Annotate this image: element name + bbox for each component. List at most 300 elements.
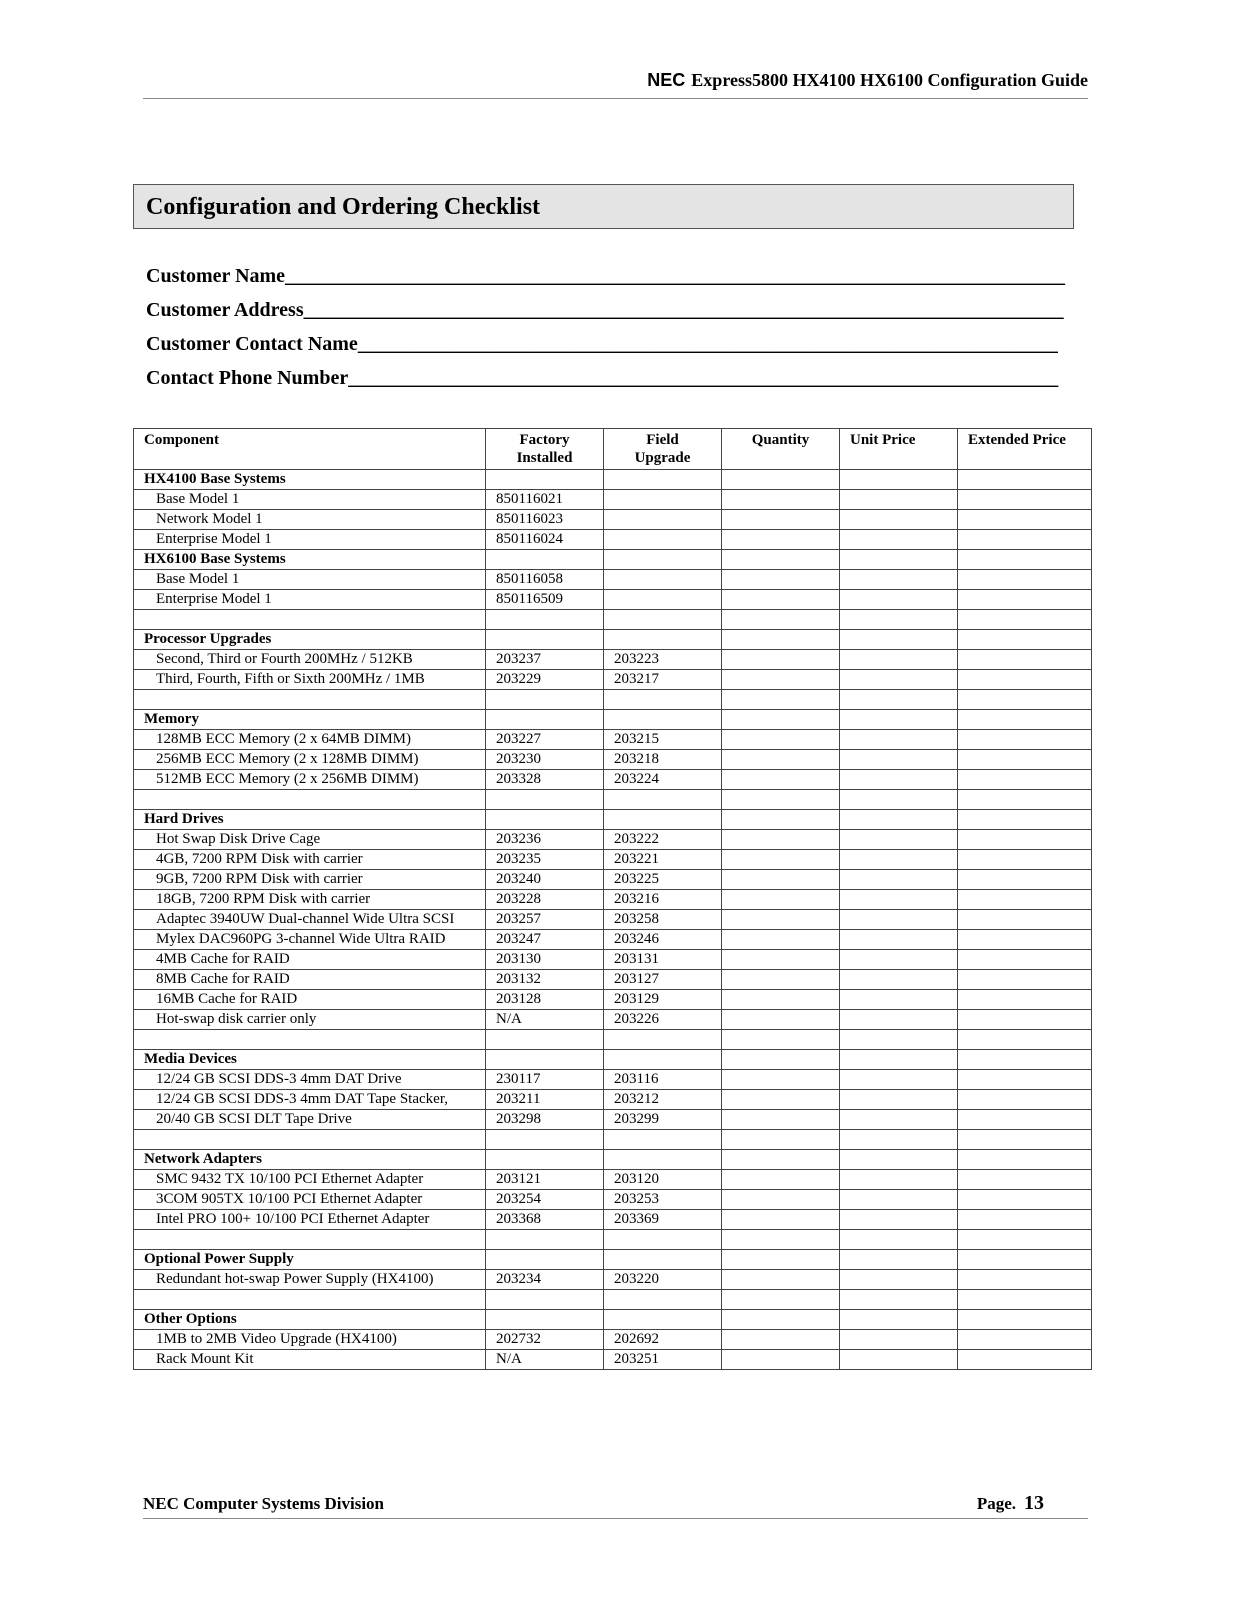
section-label: Media Devices: [134, 1050, 486, 1070]
table-row: [134, 1090, 1092, 1110]
factory-installed-cell: 203247: [486, 930, 604, 950]
unit-price-cell[interactable]: [840, 1010, 958, 1030]
component-cell: Hot-swap disk carrier only: [134, 1010, 486, 1030]
extended-price-cell[interactable]: [958, 990, 1092, 1010]
section-row: [134, 1150, 1092, 1170]
empty-cell: [958, 1250, 1092, 1270]
table-row: [134, 910, 1092, 930]
col-header-factory-installed: [486, 429, 604, 470]
field-upgrade-cell: 203221: [604, 850, 722, 870]
section-row: [134, 1310, 1092, 1330]
component-cell: Third, Fourth, Fifth or Sixth 200MHz / 1MB: [134, 670, 486, 690]
footer-division: NEC Computer Systems Division: [143, 1494, 385, 1513]
empty-cell: [840, 610, 958, 630]
table-row: [134, 770, 1092, 790]
unit-price-cell[interactable]: [840, 730, 958, 750]
section-label: Memory: [134, 710, 486, 730]
empty-cell: [134, 610, 486, 630]
extended-price-cell[interactable]: [958, 530, 1092, 550]
table-row: [134, 650, 1092, 670]
component-cell: Adaptec 3940UW Dual-channel Wide Ultra SCSI: [134, 910, 486, 930]
empty-cell: [604, 1230, 722, 1250]
table-row: [134, 970, 1092, 990]
empty-cell: [722, 1030, 840, 1050]
extended-price-cell[interactable]: [958, 750, 1092, 770]
col-header-extended-price: Extended Price: [958, 429, 1092, 470]
empty-cell: [840, 1130, 958, 1150]
empty-cell: [722, 1130, 840, 1150]
quantity-cell[interactable]: [722, 490, 840, 510]
quantity-cell[interactable]: [722, 1010, 840, 1030]
spacer-row: [134, 1230, 1092, 1250]
factory-installed-cell: 203235: [486, 850, 604, 870]
empty-cell: [604, 1310, 722, 1330]
field-upgrade-cell: 203218: [604, 750, 722, 770]
empty-cell: [486, 610, 604, 630]
unit-price-cell[interactable]: [840, 490, 958, 510]
field-upgrade-cell: 203217: [604, 670, 722, 690]
empty-cell: [958, 1130, 1092, 1150]
field-blank: ______________________________________________________________________________: [285, 265, 1066, 287]
empty-cell: [722, 550, 840, 570]
factory-installed-cell: 203121: [486, 1170, 604, 1190]
field-upgrade-cell: 203224: [604, 770, 722, 790]
empty-cell: [840, 790, 958, 810]
component-cell: 18GB, 7200 RPM Disk with carrier: [134, 890, 486, 910]
table-row: [134, 890, 1092, 910]
empty-cell: [604, 470, 722, 490]
extended-price-cell[interactable]: [958, 1350, 1092, 1370]
extended-price-cell[interactable]: [958, 1330, 1092, 1350]
field-label: Contact Phone Number: [146, 367, 349, 389]
extended-price-cell[interactable]: [958, 930, 1092, 950]
section-label: Hard Drives: [134, 810, 486, 830]
unit-price-cell[interactable]: [840, 870, 958, 890]
field-upgrade-cell: 203246: [604, 930, 722, 950]
empty-cell: [722, 1290, 840, 1310]
unit-price-cell[interactable]: [840, 930, 958, 950]
unit-price-cell[interactable]: [840, 950, 958, 970]
field-upgrade-cell: [604, 570, 722, 590]
unit-price-cell[interactable]: [840, 1110, 958, 1130]
quantity-cell[interactable]: [722, 1090, 840, 1110]
quantity-cell[interactable]: [722, 730, 840, 750]
extended-price-cell[interactable]: [958, 730, 1092, 750]
empty-cell: [958, 1290, 1092, 1310]
empty-cell: [604, 810, 722, 830]
field-upgrade-cell: 203369: [604, 1210, 722, 1230]
field-upgrade-cell: 202692: [604, 1330, 722, 1350]
empty-cell: [958, 1030, 1092, 1050]
field-upgrade-cell: 203215: [604, 730, 722, 750]
empty-cell: [958, 1150, 1092, 1170]
empty-cell: [486, 470, 604, 490]
section-row: [134, 1050, 1092, 1070]
col-header-quantity: Quantity: [722, 429, 840, 470]
field-upgrade-cell: 203253: [604, 1190, 722, 1210]
empty-cell: [958, 470, 1092, 490]
component-cell: Hot Swap Disk Drive Cage: [134, 830, 486, 850]
empty-cell: [486, 810, 604, 830]
quantity-cell[interactable]: [722, 890, 840, 910]
unit-price-cell[interactable]: [840, 1330, 958, 1350]
quantity-cell[interactable]: [722, 950, 840, 970]
empty-cell: [840, 1250, 958, 1270]
empty-cell: [722, 1230, 840, 1250]
unit-price-cell[interactable]: [840, 510, 958, 530]
extended-price-cell[interactable]: [958, 1270, 1092, 1290]
empty-cell: [486, 630, 604, 650]
factory-installed-cell: N/A: [486, 1010, 604, 1030]
customer-name-field[interactable]: [146, 261, 1086, 295]
field-upgrade-cell: 203220: [604, 1270, 722, 1290]
component-cell: 12/24 GB SCSI DDS-3 4mm DAT Tape Stacker,: [134, 1090, 486, 1110]
empty-cell: [604, 550, 722, 570]
empty-cell: [722, 710, 840, 730]
extended-price-cell[interactable]: [958, 850, 1092, 870]
empty-cell: [840, 630, 958, 650]
component-cell: 1MB to 2MB Video Upgrade (HX4100): [134, 1330, 486, 1350]
component-cell: 4GB, 7200 RPM Disk with carrier: [134, 850, 486, 870]
empty-cell: [604, 1130, 722, 1150]
field-upgrade-cell: 203225: [604, 870, 722, 890]
page-label: Page.: [976, 1494, 1016, 1513]
quantity-cell[interactable]: [722, 770, 840, 790]
empty-cell: [840, 550, 958, 570]
unit-price-cell[interactable]: [840, 770, 958, 790]
component-cell: Enterprise Model 1: [134, 590, 486, 610]
empty-cell: [722, 470, 840, 490]
quantity-cell[interactable]: [722, 1210, 840, 1230]
quantity-cell[interactable]: [722, 930, 840, 950]
quantity-cell[interactable]: [722, 750, 840, 770]
field-upgrade-cell: 203131: [604, 950, 722, 970]
component-cell: 16MB Cache for RAID: [134, 990, 486, 1010]
page-footer: [143, 1492, 1088, 1519]
empty-cell: [840, 710, 958, 730]
component-cell: Mylex DAC960PG 3-channel Wide Ultra RAID: [134, 930, 486, 950]
section-row: [134, 1250, 1092, 1270]
unit-price-cell[interactable]: [840, 850, 958, 870]
col-header-component: Component: [134, 429, 486, 470]
unit-price-cell[interactable]: [840, 910, 958, 930]
factory-installed-cell: 850116509: [486, 590, 604, 610]
contact-phone-number-field[interactable]: [146, 363, 1086, 397]
quantity-cell[interactable]: [722, 850, 840, 870]
unit-price-cell[interactable]: [840, 750, 958, 770]
factory-installed-cell: 203368: [486, 1210, 604, 1230]
field-upgrade-cell: [604, 490, 722, 510]
component-cell: 256MB ECC Memory (2 x 128MB DIMM): [134, 750, 486, 770]
factory-installed-cell: 203234: [486, 1270, 604, 1290]
table-row: [134, 990, 1092, 1010]
unit-price-cell[interactable]: [840, 530, 958, 550]
quantity-cell[interactable]: [722, 530, 840, 550]
table-row: [134, 950, 1092, 970]
table-body: [134, 470, 1092, 1370]
extended-price-cell[interactable]: [958, 1190, 1092, 1210]
field-upgrade-cell: 203299: [604, 1110, 722, 1130]
empty-cell: [722, 1310, 840, 1330]
extended-price-cell[interactable]: [958, 1010, 1092, 1030]
table-row: [134, 1330, 1092, 1350]
quantity-cell[interactable]: [722, 1190, 840, 1210]
empty-cell: [958, 810, 1092, 830]
component-cell: Enterprise Model 1: [134, 530, 486, 550]
extended-price-cell[interactable]: [958, 1110, 1092, 1130]
empty-cell: [604, 1290, 722, 1310]
empty-cell: [958, 710, 1092, 730]
spacer-row: [134, 1030, 1092, 1050]
section-row: [134, 710, 1092, 730]
factory-installed-cell: N/A: [486, 1350, 604, 1370]
empty-cell: [134, 690, 486, 710]
table-row: [134, 730, 1092, 750]
section-label: Other Options: [134, 1310, 486, 1330]
component-cell: SMC 9432 TX 10/100 PCI Ethernet Adapter: [134, 1170, 486, 1190]
unit-price-cell[interactable]: [840, 670, 958, 690]
spacer-row: [134, 690, 1092, 710]
col-header-line: Field: [646, 432, 679, 448]
table-row: [134, 930, 1092, 950]
unit-price-cell[interactable]: [840, 1170, 958, 1190]
extended-price-cell[interactable]: [958, 950, 1092, 970]
spacer-row: [134, 1290, 1092, 1310]
unit-price-cell[interactable]: [840, 890, 958, 910]
unit-price-cell[interactable]: [840, 990, 958, 1010]
quantity-cell[interactable]: [722, 990, 840, 1010]
empty-cell: [958, 790, 1092, 810]
table-row: [134, 1210, 1092, 1230]
component-cell: Base Model 1: [134, 570, 486, 590]
extended-price-cell[interactable]: [958, 490, 1092, 510]
unit-price-cell[interactable]: [840, 1210, 958, 1230]
unit-price-cell[interactable]: [840, 1190, 958, 1210]
unit-price-cell[interactable]: [840, 830, 958, 850]
factory-installed-cell: 203237: [486, 650, 604, 670]
field-upgrade-cell: 203120: [604, 1170, 722, 1190]
col-header-field-upgrade: [604, 429, 722, 470]
customer-contact-name-field[interactable]: [146, 329, 1086, 363]
field-upgrade-cell: 203251: [604, 1350, 722, 1370]
page-number: 13: [1024, 1492, 1044, 1514]
factory-installed-cell: 203227: [486, 730, 604, 750]
empty-cell: [604, 1030, 722, 1050]
table-row: [134, 590, 1092, 610]
section-label: Network Adapters: [134, 1150, 486, 1170]
factory-installed-cell: 202732: [486, 1330, 604, 1350]
extended-price-cell[interactable]: [958, 590, 1092, 610]
empty-cell: [840, 810, 958, 830]
extended-price-cell[interactable]: [958, 1170, 1092, 1190]
page-header: [143, 70, 1088, 99]
table-row: [134, 1170, 1092, 1190]
customer-fields: [146, 261, 1086, 397]
unit-price-cell[interactable]: [840, 1350, 958, 1370]
empty-cell: [840, 1050, 958, 1070]
empty-cell: [486, 1290, 604, 1310]
factory-installed-cell: 203298: [486, 1110, 604, 1130]
field-label: Customer Name: [146, 265, 286, 287]
table-row: [134, 1270, 1092, 1290]
spacer-row: [134, 790, 1092, 810]
empty-cell: [722, 690, 840, 710]
section-row: [134, 470, 1092, 490]
quantity-cell[interactable]: [722, 510, 840, 530]
component-cell: Network Model 1: [134, 510, 486, 530]
table-row: [134, 570, 1092, 590]
empty-cell: [958, 1310, 1092, 1330]
field-upgrade-cell: 203129: [604, 990, 722, 1010]
empty-cell: [486, 1310, 604, 1330]
empty-cell: [722, 1250, 840, 1270]
extended-price-cell[interactable]: [958, 890, 1092, 910]
table-row: [134, 510, 1092, 530]
empty-cell: [958, 1230, 1092, 1250]
table-row: [134, 490, 1092, 510]
extended-price-cell[interactable]: [958, 670, 1092, 690]
factory-installed-cell: 203230: [486, 750, 604, 770]
section-label: HX6100 Base Systems: [134, 550, 486, 570]
field-upgrade-cell: 203226: [604, 1010, 722, 1030]
extended-price-cell[interactable]: [958, 650, 1092, 670]
extended-price-cell[interactable]: [958, 1210, 1092, 1230]
extended-price-cell[interactable]: [958, 1070, 1092, 1090]
header-title: Express5800 HX4100 HX6100 Configuration Guide: [691, 70, 1088, 90]
table-row: [134, 670, 1092, 690]
section-row: [134, 550, 1092, 570]
empty-cell: [840, 1150, 958, 1170]
spacer-row: [134, 1130, 1092, 1150]
component-cell: 4MB Cache for RAID: [134, 950, 486, 970]
empty-cell: [486, 1130, 604, 1150]
customer-address-field[interactable]: [146, 295, 1086, 329]
component-cell: Base Model 1: [134, 490, 486, 510]
empty-cell: [604, 1250, 722, 1270]
component-cell: Rack Mount Kit: [134, 1350, 486, 1370]
factory-installed-cell: 203257: [486, 910, 604, 930]
factory-installed-cell: 230117: [486, 1070, 604, 1090]
quantity-cell[interactable]: [722, 1330, 840, 1350]
empty-cell: [722, 610, 840, 630]
empty-cell: [134, 1230, 486, 1250]
empty-cell: [840, 470, 958, 490]
quantity-cell[interactable]: [722, 910, 840, 930]
empty-cell: [604, 690, 722, 710]
section-label: HX4100 Base Systems: [134, 470, 486, 490]
unit-price-cell[interactable]: [840, 970, 958, 990]
factory-installed-cell: 203228: [486, 890, 604, 910]
table-header-row: [134, 429, 1092, 470]
extended-price-cell[interactable]: [958, 870, 1092, 890]
empty-cell: [958, 610, 1092, 630]
unit-price-cell[interactable]: [840, 650, 958, 670]
field-blank: ______________________________________________________________________: [357, 333, 1058, 355]
empty-cell: [722, 630, 840, 650]
quantity-cell[interactable]: [722, 1350, 840, 1370]
col-header-line: Factory: [519, 432, 570, 448]
field-upgrade-cell: 203212: [604, 1090, 722, 1110]
extended-price-cell[interactable]: [958, 770, 1092, 790]
factory-installed-cell: 203229: [486, 670, 604, 690]
factory-installed-cell: 850116021: [486, 490, 604, 510]
empty-cell: [486, 1030, 604, 1050]
unit-price-cell[interactable]: [840, 1270, 958, 1290]
empty-cell: [604, 790, 722, 810]
factory-installed-cell: 850116058: [486, 570, 604, 590]
ordering-checklist-table: [133, 428, 1092, 1370]
empty-cell: [840, 1030, 958, 1050]
table-row: [134, 1070, 1092, 1090]
quantity-cell[interactable]: [722, 970, 840, 990]
empty-cell: [604, 710, 722, 730]
table-row: [134, 870, 1092, 890]
quantity-cell[interactable]: [722, 1070, 840, 1090]
empty-cell: [134, 790, 486, 810]
empty-cell: [722, 790, 840, 810]
quantity-cell[interactable]: [722, 1110, 840, 1130]
table-row: [134, 850, 1092, 870]
col-header-line: Upgrade: [634, 450, 691, 466]
extended-price-cell[interactable]: [958, 570, 1092, 590]
empty-cell: [486, 790, 604, 810]
empty-cell: [134, 1290, 486, 1310]
quantity-cell[interactable]: [722, 570, 840, 590]
component-cell: 12/24 GB SCSI DDS-3 4mm DAT Drive: [134, 1070, 486, 1090]
table-row: [134, 1110, 1092, 1130]
empty-cell: [604, 630, 722, 650]
empty-cell: [604, 1050, 722, 1070]
section-label: Processor Upgrades: [134, 630, 486, 650]
extended-price-cell[interactable]: [958, 830, 1092, 850]
field-blank: ____________________________________________________________________________: [303, 299, 1064, 321]
quantity-cell[interactable]: [722, 590, 840, 610]
extended-price-cell[interactable]: [958, 970, 1092, 990]
field-upgrade-cell: 203116: [604, 1070, 722, 1090]
empty-cell: [486, 1050, 604, 1070]
extended-price-cell[interactable]: [958, 910, 1092, 930]
empty-cell: [486, 550, 604, 570]
empty-cell: [958, 630, 1092, 650]
factory-installed-cell: 850116023: [486, 510, 604, 530]
factory-installed-cell: 203254: [486, 1190, 604, 1210]
factory-installed-cell: 203236: [486, 830, 604, 850]
extended-price-cell[interactable]: [958, 1090, 1092, 1110]
empty-cell: [840, 690, 958, 710]
extended-price-cell[interactable]: [958, 510, 1092, 530]
unit-price-cell[interactable]: [840, 570, 958, 590]
quantity-cell[interactable]: [722, 830, 840, 850]
col-header-unit-price: Unit Price: [840, 429, 958, 470]
unit-price-cell[interactable]: [840, 1070, 958, 1090]
quantity-cell[interactable]: [722, 870, 840, 890]
quantity-cell[interactable]: [722, 670, 840, 690]
col-header-line: Installed: [516, 450, 573, 466]
empty-cell: [840, 1290, 958, 1310]
component-cell: 3COM 905TX 10/100 PCI Ethernet Adapter: [134, 1190, 486, 1210]
quantity-cell[interactable]: [722, 1270, 840, 1290]
component-cell: 9GB, 7200 RPM Disk with carrier: [134, 870, 486, 890]
empty-cell: [134, 1030, 486, 1050]
empty-cell: [486, 1150, 604, 1170]
unit-price-cell[interactable]: [840, 1090, 958, 1110]
factory-installed-cell: 203128: [486, 990, 604, 1010]
empty-cell: [486, 710, 604, 730]
quantity-cell[interactable]: [722, 1170, 840, 1190]
quantity-cell[interactable]: [722, 650, 840, 670]
unit-price-cell[interactable]: [840, 590, 958, 610]
field-label: Customer Contact Name: [146, 333, 358, 355]
